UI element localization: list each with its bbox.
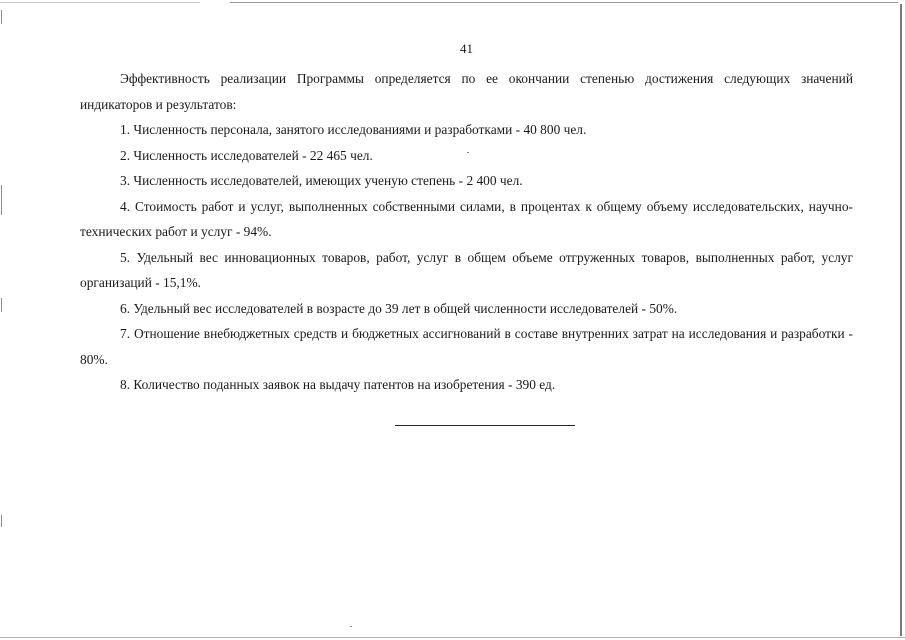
document-body xyxy=(80,66,853,398)
indicator-item-7: 7. Отношение внебюджетных средств и бюджетных ассигнований в составе внутренних затрат на исследования и разработки - 80%. xyxy=(80,326,853,367)
scan-mark xyxy=(1,298,2,312)
indicator-item-5: 5. Удельный вес инновационных товаров, работ, услуг в общем объеме отгруженных товаров, выполненных работ, услуг организаций - 15,1%. xyxy=(80,249,853,290)
scan-edge-bottom xyxy=(0,637,905,638)
scan-speck xyxy=(350,626,352,627)
indicator-item-1: 1. Численность персонала, занятого исследованиями и разработками - 40 800 чел. xyxy=(120,122,587,137)
indicator-item-8: 8. Количество поданных заявок на выдачу патентов на изобретения - 390 ед. xyxy=(120,377,556,392)
scan-mark xyxy=(1,185,2,215)
indicator-item-4: 4. Стоимость работ и услуг, выполненных собственными силами, в процентах к общему объему исследовательских, научно-технических работ и услуг - 94%. xyxy=(80,198,853,239)
scan-edge-top-left xyxy=(0,2,200,3)
indicator-item-6: 6. Удельный вес исследователей в возрасте до 39 лет в общей численности исследователей - 50%. xyxy=(120,300,678,316)
scan-mark xyxy=(1,515,2,527)
scan-mark xyxy=(1,10,2,24)
scan-edge-right xyxy=(900,4,902,636)
indicator-item-2: 2. Численность исследователей - 22 465 чел. xyxy=(120,147,373,163)
indicator-item-3: 3. Численность исследователей, имеющих ученую степень - 2 400 чел. xyxy=(120,173,523,188)
closing-rule xyxy=(395,425,575,426)
intro-paragraph: Эффективность реализации Программы определяется по ее окончании степенью достижения следующих значений индикаторов и результатов: xyxy=(80,71,853,112)
page-number: 41 xyxy=(460,41,473,56)
scan-edge-top xyxy=(230,2,898,3)
